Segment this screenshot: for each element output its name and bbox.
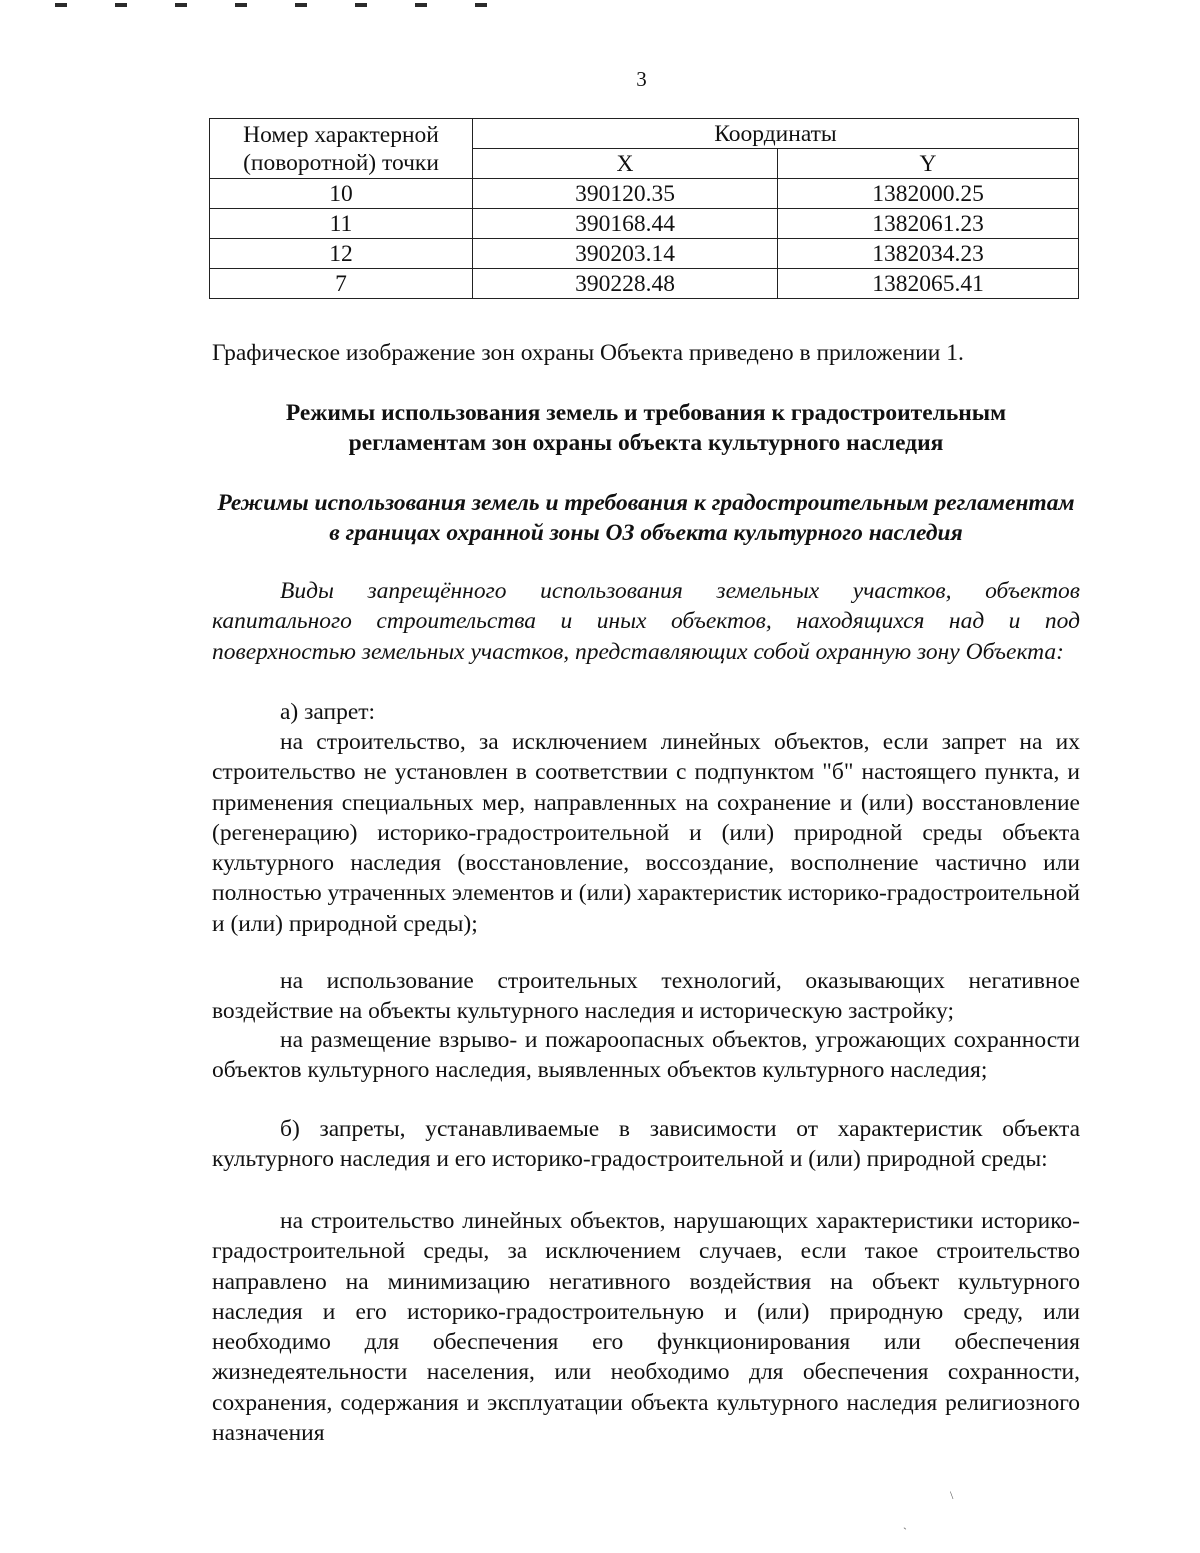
point-cell: 12 [210,239,473,269]
scan-artifact-dashes [55,3,495,7]
paragraph-construction-ban: на строительство, за исключением линейных объектов, если запрет на их строительство не установлен в соответствии с подпунктом "б" настоящего пункта, и применения специальных мер, направленных на сохранение и (или) восстановление (регенерацию) историко-градостроительной и (или) природной среды объекта культурного наследия (восстановление, воссоздание, восполнение частично или полностью утраченных элементов и (или) характеристик историко-градостроительной и (или) природной среды); [212,729,1080,937]
item-a: а) запрет: [280,699,376,725]
scan-artifact-mark: ` [903,1525,907,1539]
x-cell: 390120.35 [473,179,778,209]
header-y-cell: Y [778,149,1079,179]
point-cell: 7 [210,269,473,299]
intro-paragraph: Виды запрещённого использования земельных участков, объектов капитального строительства и иных объектов, находящихся над и под поверхностью земельных участков, представляющих собой охранную зону Объекта: [212,578,1080,665]
header-point-label: Номер характерной (поворотной) точки [243,121,439,176]
table-row [210,269,1079,299]
table-row [210,179,1079,209]
heading-sub: Режимы использования земель и требования к градостроительным регламентам в границах охранной зоны ОЗ объекта культурного наследия [217,490,1075,547]
y-cell: 1382000.25 [778,179,1079,209]
page-number: 3 [636,67,647,91]
y-cell: 1382034.23 [778,239,1079,269]
table-row [210,239,1079,269]
graphic-note: Графическое изображение зон охраны Объекта приведено в приложении 1. [212,340,964,366]
header-x-cell: X [473,149,778,179]
paragraph-explosive-ban: на размещение взрыво- и пожароопасных объектов, угрожающих сохранности объектов культурного наследия, выявленных объектов культурного наследия; [212,1027,1080,1084]
x-cell: 390168.44 [473,209,778,239]
scan-artifact-mark: \ [950,1488,954,1502]
coordinates-table [209,118,1079,299]
heading-main-line1: Режимы использования земель и требования к градостроительным [285,400,1007,426]
y-cell: 1382061.23 [778,209,1079,239]
heading-main-line2: регламентам зон охраны объекта культурного наследия [348,430,944,456]
table-header-row [210,119,1079,149]
paragraph-linear-objects-ban: на строительство линейных объектов, нарушающих характеристики историко-градостроительной среды, за исключением случаев, если такое строительство направлено на минимизацию негативного воздействия на объект культурного наследия и его историко-градостроительную и (или) природную среду, или необходимо для обеспечения его функционирования или обеспечения жизнедеятельности населения, или необходимо для обеспечения сохранности, сохранения, содержания и эксплуатации объекта культурного наследия религиозного назначения [212,1208,1080,1447]
item-b: б) запреты, устанавливаемые в зависимости от характеристик объекта культурного наследия и его историко-градостроительной и (или) природной среды: [212,1116,1080,1173]
header-coordinates-cell: Координаты [473,119,1079,149]
paragraph-technologies-ban: на использование строительных технологий, оказывающих негативное воздействие на объекты культурного наследия и историческую застройку; [212,968,1080,1025]
x-cell: 390203.14 [473,239,778,269]
table-row [210,209,1079,239]
x-cell: 390228.48 [473,269,778,299]
header-point-cell [210,119,473,179]
y-cell: 1382065.41 [778,269,1079,299]
point-cell: 11 [210,209,473,239]
point-cell: 10 [210,179,473,209]
